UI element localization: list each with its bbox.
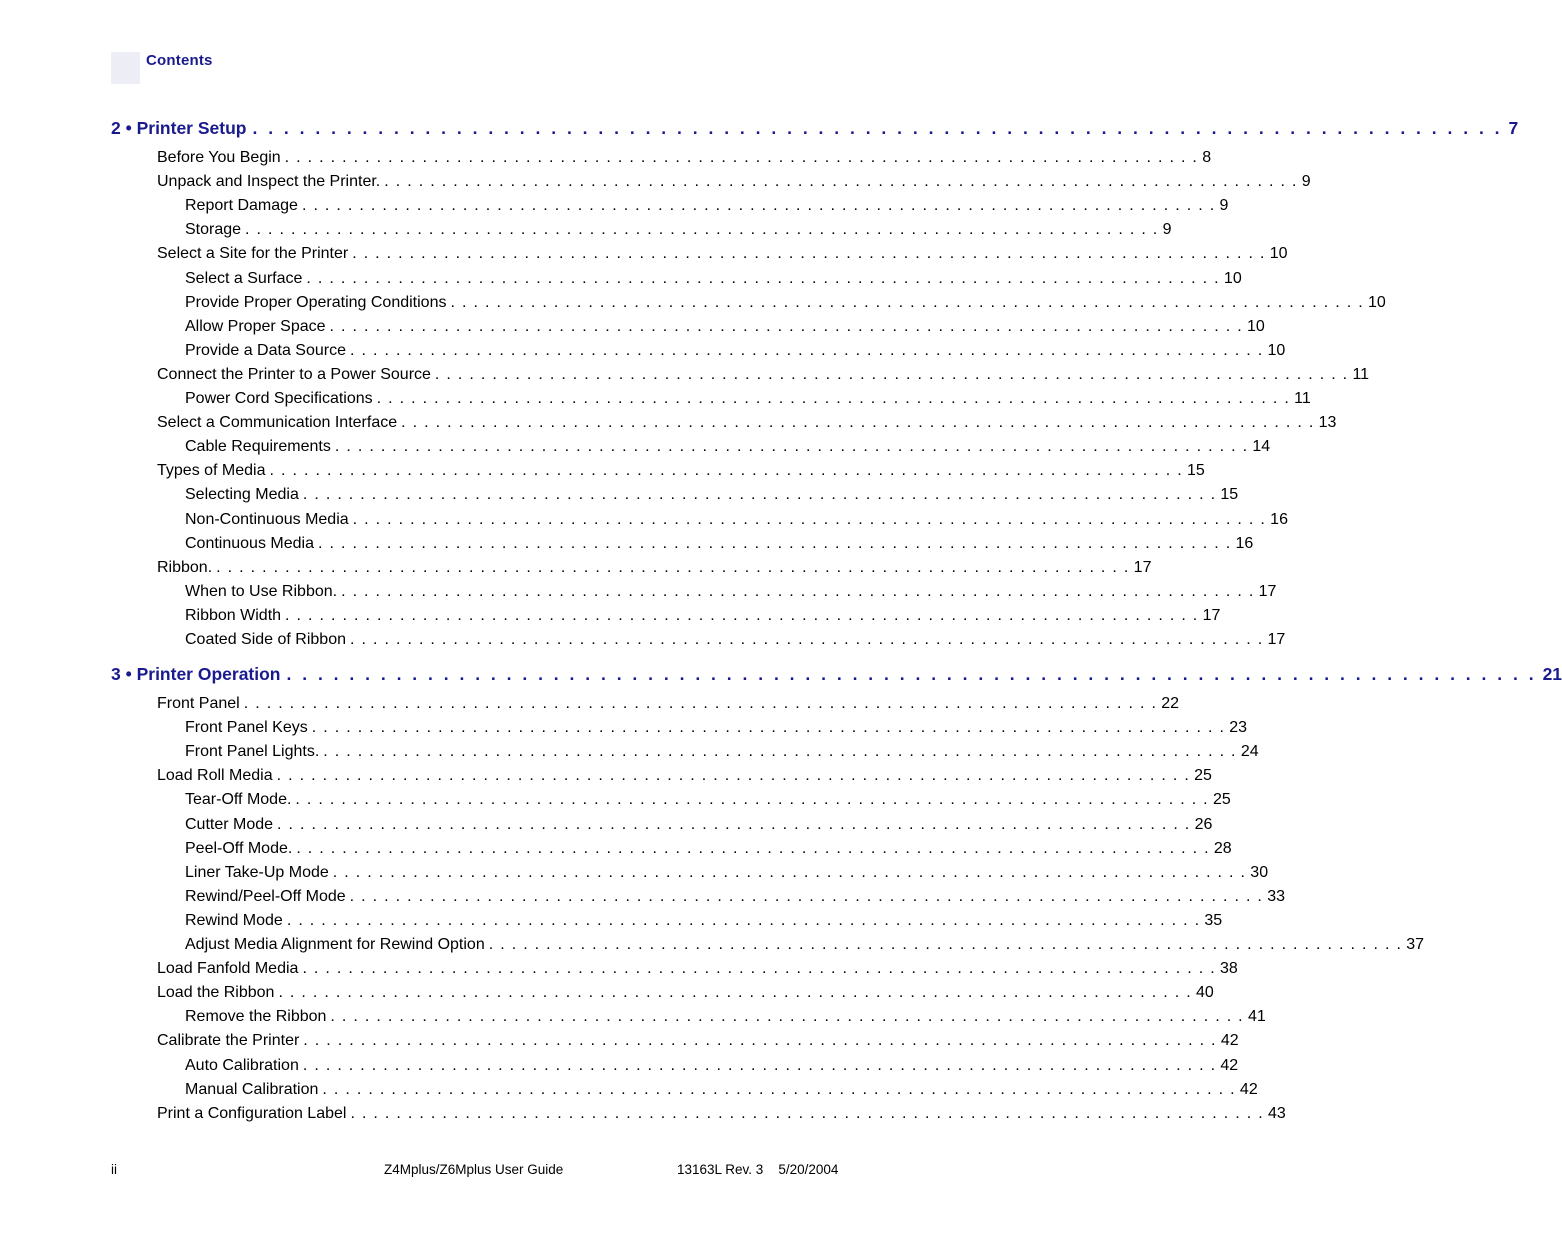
toc-entry[interactable] [185,317,1265,338]
toc-dot-leader: . . . . . . . . . . . . . . . . . . . . . . . . . . . . . . . . . . . . . . . . . . . . . . . . . . . . . . . . . . . . . . . . . . . . . . . . . . . . . . . . [332,863,1247,881]
toc-dot-leader: . . . . . . . . . . . . . . . . . . . . . . . . . . . . . . . . . . . . . . . . . . . . . . . . . . . . . . . . . . . . . . . . . . . . . . . . . . . . . . . . [269,462,1184,480]
toc-dot-leader: . . . . . . . . . . . . . . . . . . . . . . . . . . . . . . . . . . . . . . . . . . . . . . . . . . . . . . . . . . . . . . . . . . . . . . . . . . . . . . . . [434,365,1349,383]
toc-page-number: 24 [1240,743,1259,761]
toc-page-number: 10 [1223,269,1242,287]
toc-dot-leader: . . . . . . . . . . . . . . . . . . . . . . . . . . . . . . . . . . . . . . . . . . . . . . . . . . . . . . . . . . . . . . . . . . . . . . . . . . . . . . . . [352,510,1267,528]
toc-dot-leader: . . . . . . . . . . . . . . . . . . . . . . . . . . . . . . . . . . . . . . . . . . . . . . . . . . . . . . . . . . . . . . . . . . . . . . . . . . . . . . . . [349,887,1264,905]
toc-page-number: 37 [1406,936,1425,953]
toc-page-number: 33 [1267,887,1285,905]
toc-dot-leader: . . . . . . . . . . . . . . . . . . . . . . . . . . . . . . . . . . . . . . . . . . . . . . . . . . . . . . . . . . . . . . . . . . . . . . . . . . . . . . . . [296,839,1210,857]
toc-entry[interactable] [185,582,1277,603]
toc-entry-title: Allow Proper Space [185,317,326,335]
toc-dot-leader: . . . . . . . . . . . . . . . . . . . . . . . . . . . . . . . . . . . . . . . . . . . . . . . . . . . . . . . . . . . . . . . . . . . . . . . . . . . . . . . . [329,317,1244,335]
toc-page-number: 10 [1368,293,1386,311]
toc-dot-leader: . . . . . . . . . . . . . . . . . . . . . . . . . . . . . . . . . . . . . . . . . . . . . . . . . . . . . . . . . . . . . . . . . . . . . . . . . . . . . . . . [302,486,1217,504]
toc-entry[interactable] [185,815,1213,836]
toc-dot-leader: . . . . . . . . . . . . . . . . . . . . . . . . . . . . . . . . . . . . . . . . . . . . . . . . . . . . . . . . . . . . . . . . . . . . . . . . . . . . . . . . [323,743,1237,761]
toc-page-number: 10 [1269,245,1288,263]
toc-dot-leader: . . . . . . . . . . . . . . . . . . . . . . . . . . . . . . . . . . . . . . . . . . . . . . . . . . . . . . . . . . . . . . . . . . . . . . . . . . . . . . . . [352,245,1266,263]
toc-entry-title: Ribbon. [157,558,213,576]
toc-dot-leader: . . . . . . . . . . . . . . . . . . . . . . . . . . . . . . . . . . . . . . . . . . . . . . . . . . . . . . . . . . . . . . . . . . . . . . . . . . . . . . . . [384,173,1298,191]
toc-page-number: 17 [1258,582,1277,600]
toc-entry-title: Select a Communication Interface [157,414,398,432]
toc-dot-leader: . . . . . . . . . . . . . . . . . . . . . . . . . . . . . . . . . . . . . . . . . . . . . . . . . . . . . . . . . . . . . . . . . . . . . . . . . . . . . . . . [301,197,1216,215]
toc-entry[interactable] [185,221,1172,241]
toc-entry-title: Rewind Mode [185,911,283,929]
toc-entry[interactable] [185,197,1229,217]
toc-entry-title: Before You Begin [157,149,281,166]
toc-page-number: 10 [1267,341,1286,359]
toc-page-number: 41 [1247,1008,1266,1026]
toc-entry[interactable] [185,606,1221,627]
toc-entry-title: Calibrate the Printer [157,1032,300,1050]
toc-page-number: 9 [1219,197,1229,215]
toc-entry-title: Power Cord Specifications [185,390,373,407]
toc-entry-title: Load the Ribbon [157,984,275,1002]
toc-entry-title: Select a Surface [185,269,303,287]
toc-page-number: 21 [1542,664,1562,684]
toc-entry-title: Manual Calibration [185,1080,319,1098]
toc-entry-title: Select a Site for the Printer [157,245,349,263]
toc-page-number: 42 [1220,1032,1239,1050]
toc-page-number: 9 [1301,173,1311,191]
toc-dot-leader: . . . . . . . . . . . . . . . . . . . . . . . . . . . . . . . . . . . . . . . . . . . . . . . . . . . . . . . . . . . . . . . . . . . . . . . . . . . . . . . . [341,582,1255,600]
toc-dot-leader: . . . . . . . . . . . . . . . . . . . . . . . . . . . . . . . . . . . . . . . . . . . . . . . . . . . . . . . . . . . . . . . . . . . . . . . . . . . . . . . . [401,414,1315,432]
toc-page-number: 17 [1202,606,1221,624]
toc-dot-leader: . . . . . . . . . . . . . . . . . . . . . . . . . . . . . . . . . . . . . . . . . . . . . . . . . . . . . . . . . . . . . . . . . . . . . . . . . . . . . . . . [330,1008,1244,1026]
toc-dot-leader: . . . . . . . . . . . . . . . . . . . . . . . . . . . . . . . . . . . . . . . . . . . . . . . . . . . . . . . . . . . . . . . . . . . . . . . . . . . . . . . . [450,293,1364,311]
toc-dot-leader: . . . . . . . . . . . . . . . . . . . . . . . . . . . . . . . . . . . . . . . . . . . . . . . . . . . . . . . . . . . . . . . . . . . . . . . . . . . . . . . . [317,534,1232,552]
toc-entry-title: Non-Continuous Media [185,510,349,528]
toc-page-number: 13 [1318,414,1337,432]
toc-entry-title: Tear-Off Mode. [185,791,292,809]
toc-entry[interactable] [185,863,1269,884]
toc-entry[interactable] [157,173,1311,193]
toc-entry-title: Liner Take-Up Mode [185,863,329,881]
toc-dot-leader: . . . . . . . . . . . . . . . . . . . . . . . . . . . . . . . . . . . . . . . . . . . . . . . . . . . . . . . . . . . . . . . . . . . . . . . . . . . . . . . . [286,664,1537,684]
toc-dot-leader: . . . . . . . . . . . . . . . . . . . . . . . . . . . . . . . . . . . . . . . . . . . . . . . . . . . . . . . . . . . . . . . . . . . . . . . . . . . . . . . . [311,719,1226,737]
toc-dot-leader: . . . . . . . . . . . . . . . . . . . . . . . . . . . . . . . . . . . . . . . . . . . . . . . . . . . . . . . . . . . . . . . . . . . . . . . . . . . . . . . . [488,936,1403,953]
toc-dot-leader: . . . . . . . . . . . . . . . . . . . . . . . . . . . . . . . . . . . . . . . . . . . . . . . . . . . . . . . . . . . . . . . . . . . . . . . . . . . . . . . . [376,390,1291,407]
toc-chapter-entry[interactable] [111,118,1519,142]
toc-page-number: 38 [1219,960,1238,978]
toc-entry[interactable] [157,245,1288,265]
toc-page-number: 28 [1213,839,1232,857]
toc-dot-leader: . . . . . . . . . . . . . . . . . . . . . . . . . . . . . . . . . . . . . . . . . . . . . . . . . . . . . . . . . . . . . . . . . . . . . . . . . . . . . . . . [284,149,1199,166]
toc-entry[interactable] [157,1032,1239,1052]
toc-entry[interactable] [185,1080,1258,1101]
toc-entry-title: Cutter Mode [185,815,274,833]
toc-dot-leader: . . . . . . . . . . . . . . . . . . . . . . . . . . . . . . . . . . . . . . . . . . . . . . . . . . . . . . . . . . . . . . . . . . . . . . . . . . . . . . . . [303,1032,1217,1050]
toc-page-number: 25 [1212,791,1231,809]
toc-entry[interactable] [185,341,1286,362]
toc-entry[interactable] [185,269,1242,290]
toc-dot-leader: . . . . . . . . . . . . . . . . . . . . . . . . . . . . . . . . . . . . . . . . . . . . . . . . . . . . . . . . . . . . . . . . . . . . . . . . . . . . . . . . [243,695,1158,712]
toc-entry-title: 2 • Printer Setup [111,118,247,138]
toc-page-number: 42 [1239,1080,1258,1098]
toc-entry[interactable] [185,887,1285,908]
toc-dot-leader: . . . . . . . . . . . . . . . . . . . . . . . . . . . . . . . . . . . . . . . . . . . . . . . . . . . . . . . . . . . . . . . . . . . . . . . . . . . . . . . . [306,269,1220,287]
toc-entry-title: Types of Media [157,462,266,480]
toc-entry-title: Storage [185,221,242,239]
toc-entry[interactable] [185,743,1259,763]
toc-page-number: 8 [1202,149,1212,166]
toc-entry-title: Print a Configuration Label [157,1104,347,1122]
footer-doc-revision: 13163L Rev. 3 5/20/2004 [677,1162,839,1177]
toc-entry-title: Provide a Data Source [185,341,346,359]
toc-page-number: 30 [1250,863,1269,881]
toc-dot-leader: . . . . . . . . . . . . . . . . . . . . . . . . . . . . . . . . . . . . . . . . . . . . . . . . . . . . . . . . . . . . . . . . . . . . . . . . . . . . . . . . [302,1056,1217,1074]
toc-entry-title: Front Panel Lights. [185,743,320,761]
toc-dot-leader: . . . . . . . . . . . . . . . . . . . . . . . . . . . . . . . . . . . . . . . . . . . . . . . . . . . . . . . . . . . . . . . . . . . . . . . . . . . . . . . . [286,911,1201,929]
toc-entry[interactable] [157,767,1212,787]
toc-entry-title: Unpack and Inspect the Printer. [157,173,381,191]
toc-entry[interactable] [157,960,1238,980]
toc-page-number: 14 [1252,438,1271,456]
toc-entry-title: Remove the Ribbon [185,1008,327,1026]
toc-entry-title: Adjust Media Alignment for Rewind Option [185,936,485,953]
footer-page-number: ii [111,1162,117,1177]
toc-page-number: 16 [1235,534,1254,552]
toc-entry[interactable] [157,558,1152,579]
toc-dot-leader: . . . . . . . . . . . . . . . . . . . . . . . . . . . . . . . . . . . . . . . . . . . . . . . . . . . . . . . . . . . . . . . . . . . . . . . . . . . . . . . . [350,1104,1264,1122]
toc-dot-leader: . . . . . . . . . . . . . . . . . . . . . . . . . . . . . . . . . . . . . . . . . . . . . . . . . . . . . . . . . . . . . . . . . . . . . . . . . . . . . . . . [349,341,1264,359]
toc-page-number: 43 [1267,1104,1286,1122]
toc-chapter-entry[interactable] [111,664,1562,688]
toc-dot-leader: . . . . . . . . . . . . . . . . . . . . . . . . . . . . . . . . . . . . . . . . . . . . . . . . . . . . . . . . . . . . . . . . . . . . . . . . . . . . . . . . [334,438,1249,456]
toc-page-number: 11 [1294,390,1311,407]
footer-guide-title: Z4Mplus/Z6Mplus User Guide [384,1162,564,1177]
toc-entry-title: Front Panel Keys [185,719,308,737]
toc-entry-title: Load Fanfold Media [157,960,299,978]
toc-entry-title: Continuous Media [185,534,314,552]
toc-page-number: 35 [1204,911,1223,929]
toc-dot-leader: . . . . . . . . . . . . . . . . . . . . . . . . . . . . . . . . . . . . . . . . . . . . . . . . . . . . . . . . . . . . . . . . . . . . . . . . . . . . . . . . [278,984,1192,1002]
toc-dot-leader: . . . . . . . . . . . . . . . . . . . . . . . . . . . . . . . . . . . . . . . . . . . . . . . . . . . . . . . . . . . . . . . . . . . . . . . . . . . . . . . . [252,118,1503,138]
toc-dot-leader: . . . . . . . . . . . . . . . . . . . . . . . . . . . . . . . . . . . . . . . . . . . . . . . . . . . . . . . . . . . . . . . . . . . . . . . . . . . . . . . . [322,1080,1236,1098]
toc-entry-title: Connect the Printer to a Power Source [157,365,431,383]
toc-page-number: 23 [1229,719,1248,737]
toc-entry-title: Load Roll Media [157,767,273,785]
toc-entry-title: Cable Requirements [185,438,331,456]
toc-entry-title: Selecting Media [185,486,299,504]
toc-entry[interactable] [185,839,1232,860]
toc-dot-leader: . . . . . . . . . . . . . . . . . . . . . . . . . . . . . . . . . . . . . . . . . . . . . . . . . . . . . . . . . . . . . . . . . . . . . . . . . . . . . . . . [216,558,1130,576]
section-header: Contents [146,52,213,69]
toc-entry[interactable] [185,936,1425,956]
toc-entry[interactable] [157,462,1205,482]
toc-entry[interactable] [157,1104,1286,1125]
toc-page-number: 15 [1220,486,1239,504]
toc-dot-leader: . . . . . . . . . . . . . . . . . . . . . . . . . . . . . . . . . . . . . . . . . . . . . . . . . . . . . . . . . . . . . . . . . . . . . . . . . . . . . . . . [295,791,1209,809]
toc-page-number: 17 [1133,558,1152,576]
toc-entry[interactable] [185,293,1386,314]
toc-dot-leader: . . . . . . . . . . . . . . . . . . . . . . . . . . . . . . . . . . . . . . . . . . . . . . . . . . . . . . . . . . . . . . . . . . . . . . . . . . . . . . . . [350,631,1264,648]
toc-page-number: 16 [1270,510,1288,528]
toc-page-number: 7 [1508,118,1519,138]
toc-entry[interactable] [157,414,1337,434]
toc-entry-title: Coated Side of Ribbon [185,631,346,648]
toc-entry-title: Report Damage [185,197,298,215]
toc-page-number: 9 [1162,221,1172,239]
toc-page-number: 40 [1195,984,1214,1002]
toc-entry-title: Rewind/Peel-Off Mode [185,887,346,905]
toc-entry[interactable] [185,1056,1239,1077]
toc-page-number: 11 [1352,365,1370,383]
toc-page-number: 10 [1247,317,1265,335]
toc-entry-title: Ribbon Width [185,606,282,624]
toc-entry[interactable] [185,486,1239,506]
toc-page-number: 25 [1194,767,1212,785]
toc-dot-leader: . . . . . . . . . . . . . . . . . . . . . . . . . . . . . . . . . . . . . . . . . . . . . . . . . . . . . . . . . . . . . . . . . . . . . . . . . . . . . . . . [285,606,1199,624]
toc-entry-title: When to Use Ribbon. [185,582,338,600]
toc-page-number: 22 [1161,695,1180,712]
toc-entry-title: Auto Calibration [185,1056,299,1074]
toc-entry-title: 3 • Printer Operation [111,664,281,684]
toc-entry[interactable] [185,390,1311,410]
toc-entry[interactable] [185,534,1254,555]
toc-entry[interactable] [185,791,1231,811]
toc-entry-title: Peel-Off Mode. [185,839,293,857]
toc-dot-leader: . . . . . . . . . . . . . . . . . . . . . . . . . . . . . . . . . . . . . . . . . . . . . . . . . . . . . . . . . . . . . . . . . . . . . . . . . . . . . . . . [276,767,1191,785]
toc-entry-title: Front Panel [157,695,240,712]
toc-page-number: 26 [1194,815,1213,833]
toc-page-number: 15 [1187,462,1205,480]
toc-page-number: 17 [1267,631,1286,648]
toc-entry[interactable] [185,1008,1266,1028]
toc-entry[interactable] [157,365,1370,386]
toc-entry[interactable] [157,695,1180,715]
toc-entry[interactable] [185,510,1288,531]
toc-dot-leader: . . . . . . . . . . . . . . . . . . . . . . . . . . . . . . . . . . . . . . . . . . . . . . . . . . . . . . . . . . . . . . . . . . . . . . . . . . . . . . . . [302,960,1216,978]
toc-entry[interactable] [157,149,1212,169]
toc-entry[interactable] [185,719,1248,739]
toc-entry[interactable] [157,984,1214,1004]
toc-entry[interactable] [185,911,1223,932]
toc-entry[interactable] [185,631,1286,651]
toc-entry-title: Provide Proper Operating Conditions [185,293,447,311]
toc-dot-leader: . . . . . . . . . . . . . . . . . . . . . . . . . . . . . . . . . . . . . . . . . . . . . . . . . . . . . . . . . . . . . . . . . . . . . . . . . . . . . . . . [277,815,1191,833]
toc-entry[interactable] [185,438,1271,458]
toc-dot-leader: . . . . . . . . . . . . . . . . . . . . . . . . . . . . . . . . . . . . . . . . . . . . . . . . . . . . . . . . . . . . . . . . . . . . . . . . . . . . . . . . [245,221,1159,239]
toc-page-number: 42 [1220,1056,1239,1074]
